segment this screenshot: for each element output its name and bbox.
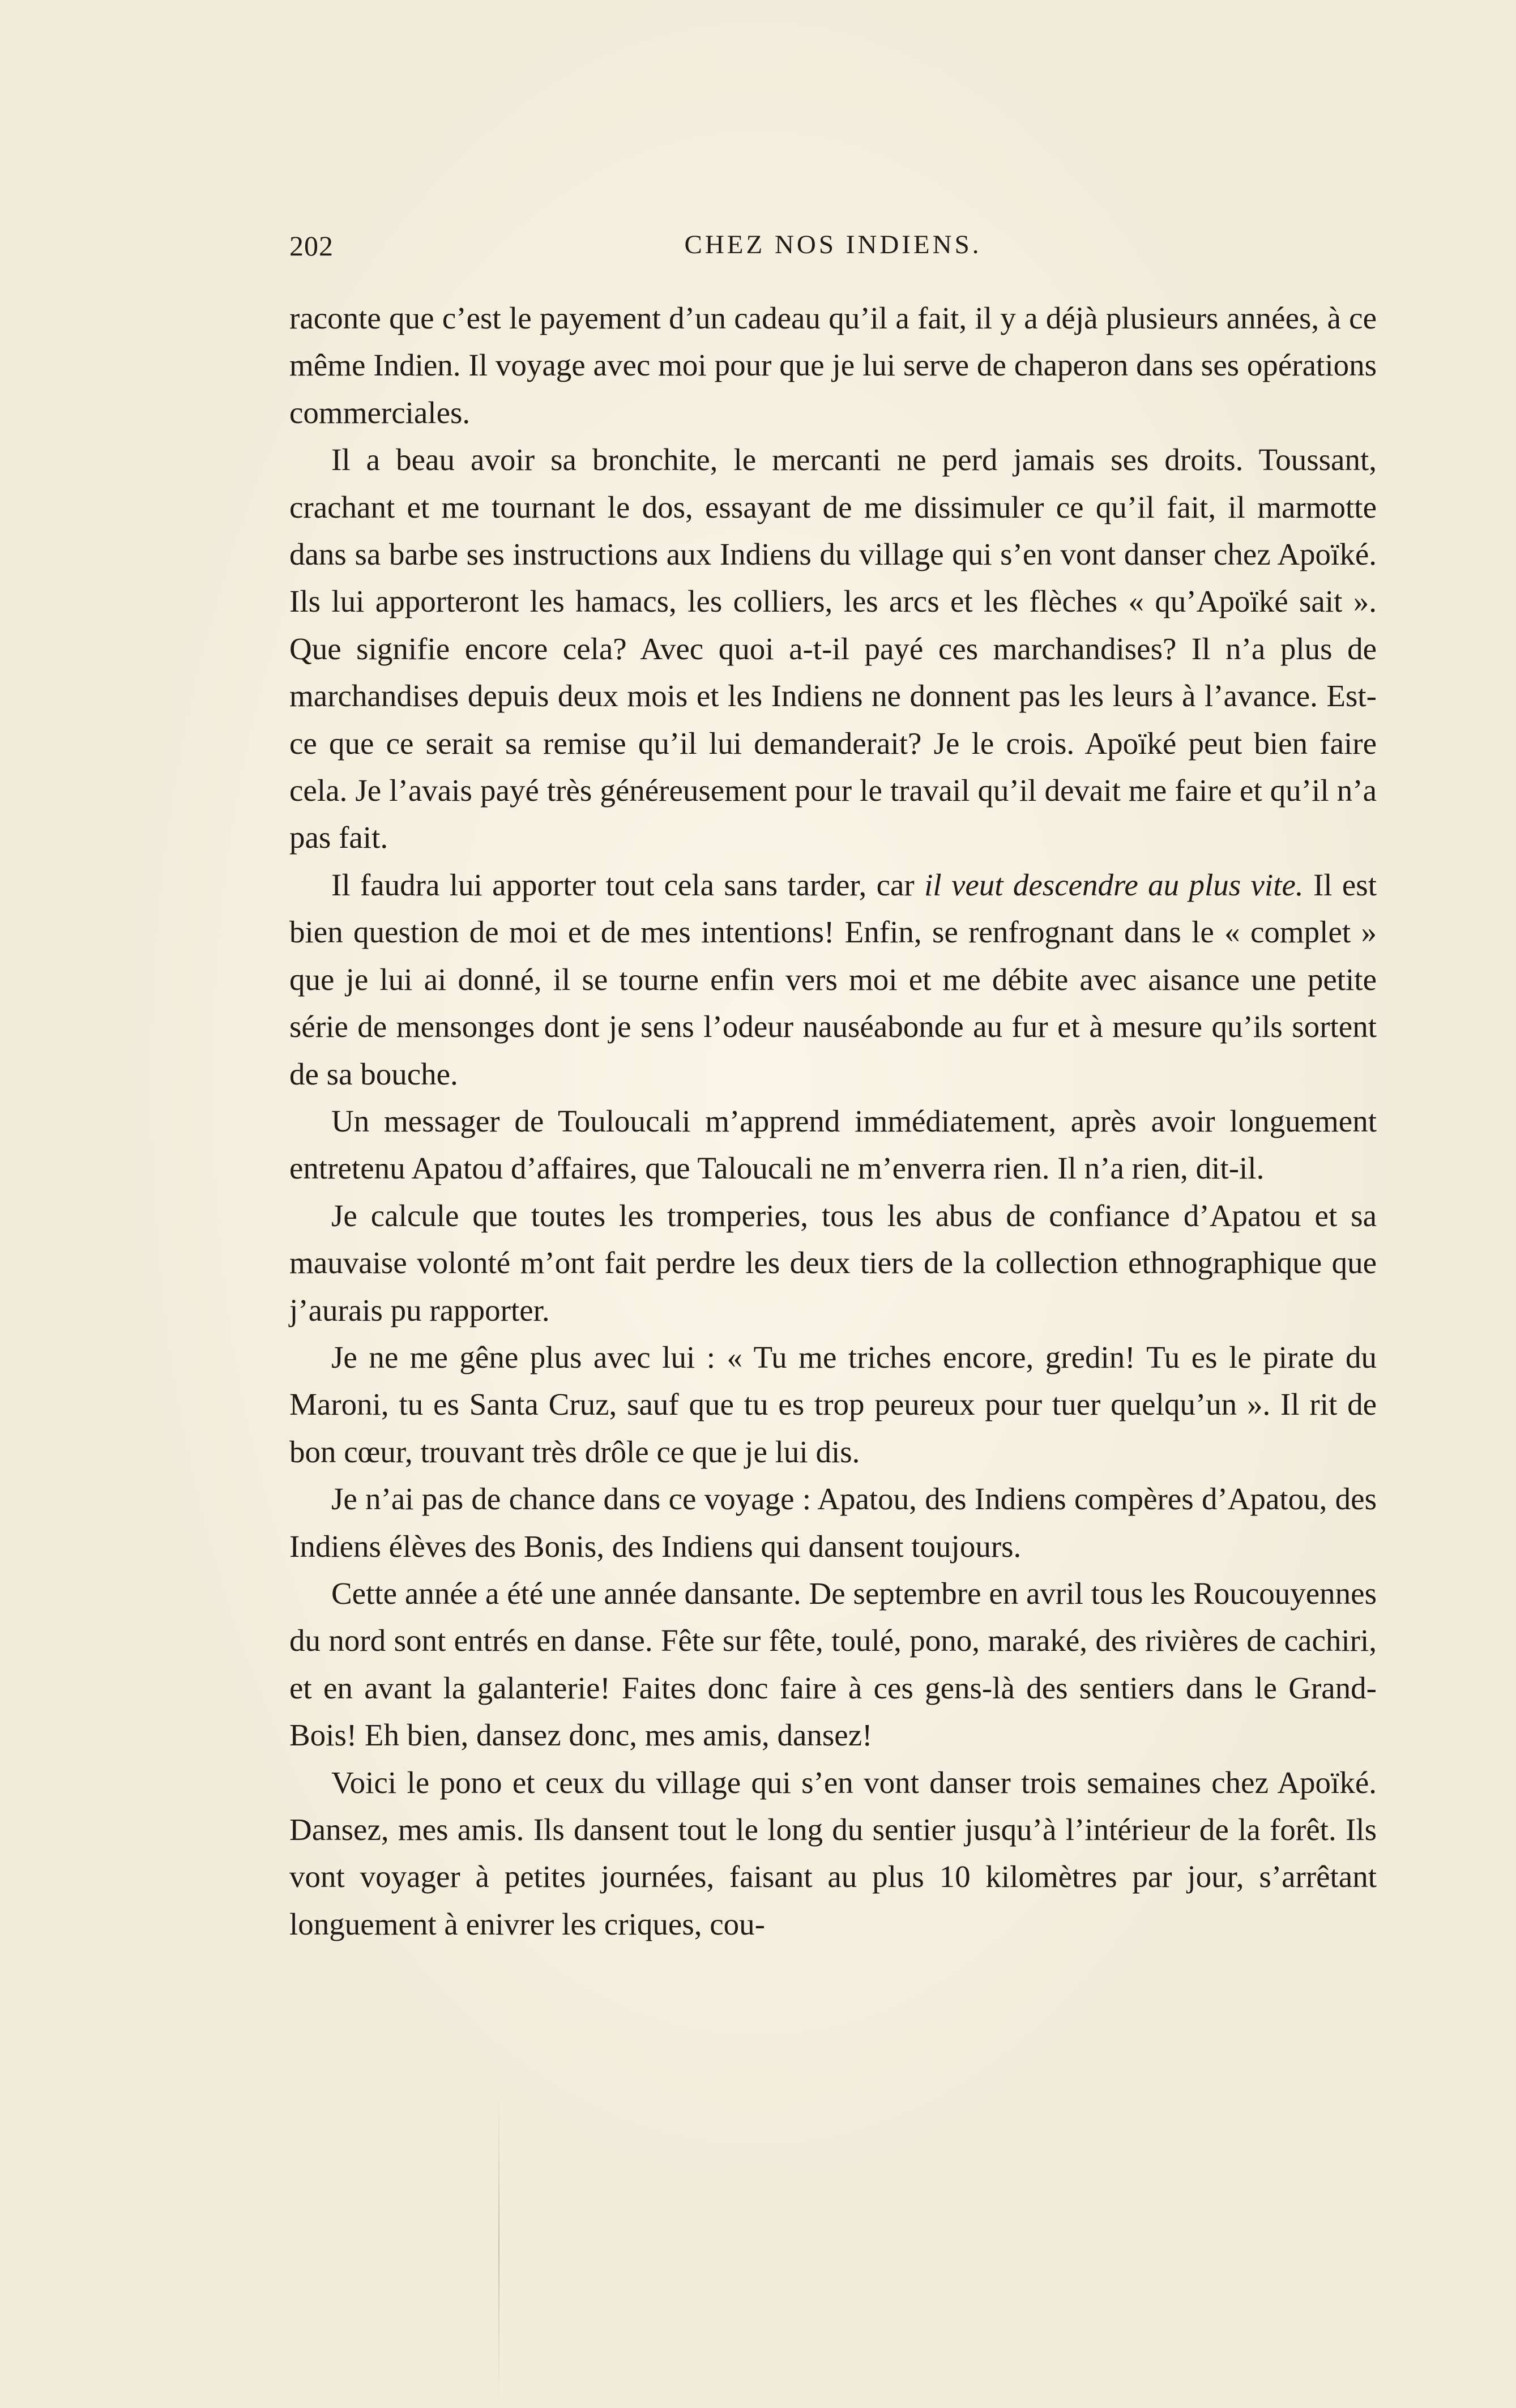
paragraph-7: Je n’ai pas de chance dans ce voyage : Apatou, des Indiens compères d’Apatou, des Indiens élèves des Bonis, des Indiens qui dansent toujours. bbox=[289, 1481, 1377, 1564]
paragraph-3-end: Il est bien question de moi et de mes intentions! Enfin, se renfrognant dans le « complet » que je lui ai donné, il se tourne enfin vers moi et me débite avec aisance une petite série de mensonges dont je sens l’odeur nauséabonde au fur et à mesure qu’ils sortent de sa bouche. bbox=[289, 867, 1377, 1091]
paragraph-9: Voici le pono et ceux du village qui s’en vont danser trois semaines chez Apoïké. Dansez, mes amis. Ils dansent tout le long du sentier jusqu’à l’intérieur de la forêt. Ils vont voyager à petites journées, faisant au plus 10 kilomètres par jour, s’arrêtant longuement à enivrer les criques, cou- bbox=[289, 1765, 1377, 1941]
paragraph-3-start: Il faudra lui apporter tout cela sans tarder, car bbox=[331, 867, 925, 902]
paragraph-5: Je calcule que toutes les tromperies, tous les abus de confiance d’Apatou et sa mauvaise volonté m’ont fait perdre les deux tiers de la collection ethnographique que j’aurais pu rapporter. bbox=[289, 1198, 1377, 1327]
paragraph-2: Il a beau avoir sa bronchite, le mercanti ne perd jamais ses droits. Toussant, crachant et me tournant le dos, essayant de me dissimuler ce qu’il fait, il marmotte dans sa barbe ses instructions aux Indiens du village qui s’en vont danser chez Apoïké. Ils lui apporteront les hamacs, les colliers, les arcs et les flèches « qu’Apoïké sait ». Que signifie encore cela? Avec quoi a-t-il payé ces marchandises? Il n’a plus de marchandises depuis deux mois et les Indiens ne donnent pas les leurs à l’avance. Est-ce que ce serait sa remise qu’il lui demanderait? Je le crois. Apoïké peut bien faire cela. Je l’avais payé très généreusement pour le travail qu’il devait me faire et qu’il n’a pas fait. bbox=[289, 442, 1377, 855]
paragraph-1: raconte que c’est le payement d’un cadeau qu’il a fait, il y a déjà plusieurs années, à ce même Indien. Il voyage avec moi pour que je lui serve de chaperon dans ses opérations commerciales. bbox=[289, 301, 1377, 430]
running-title: CHEZ NOS INDIENS. bbox=[684, 230, 982, 259]
page-number: 202 bbox=[289, 230, 334, 262]
paragraph-4: Un messager de Touloucali m’apprend immédiatement, après avoir longuement entretenu Apatou d’affaires, que Taloucali ne m’enverra rien. Il n’a rien, dit-il. bbox=[289, 1103, 1377, 1186]
paragraph-6: Je ne me gêne plus avec lui : « Tu me triches encore, gredin! Tu es le pirate du Maroni, tu es Santa Cruz, sauf que tu es trop peureux pour tuer quelqu’un ». Il rit de bon cœur, trouvant très drôle ce que je lui dis. bbox=[289, 1339, 1377, 1469]
body-text bbox=[289, 294, 1377, 1948]
paragraph-3 bbox=[289, 861, 1377, 1098]
page-header bbox=[289, 229, 1377, 275]
page-crease bbox=[498, 2095, 499, 2401]
paragraph-8: Cette année a été une année dansante. De septembre en avril tous les Roucouyennes du nord sont entrés en danse. Fête sur fête, toulé, pono, maraké, des rivières de cachiri, et en avant la galanterie! Faites donc faire à ces gens-là des sentiers dans le Grand-Bois! Eh bien, dansez donc, mes amis, dansez! bbox=[289, 1576, 1377, 1753]
paragraph-3-italic: il veut descendre au plus vite. bbox=[924, 867, 1304, 902]
